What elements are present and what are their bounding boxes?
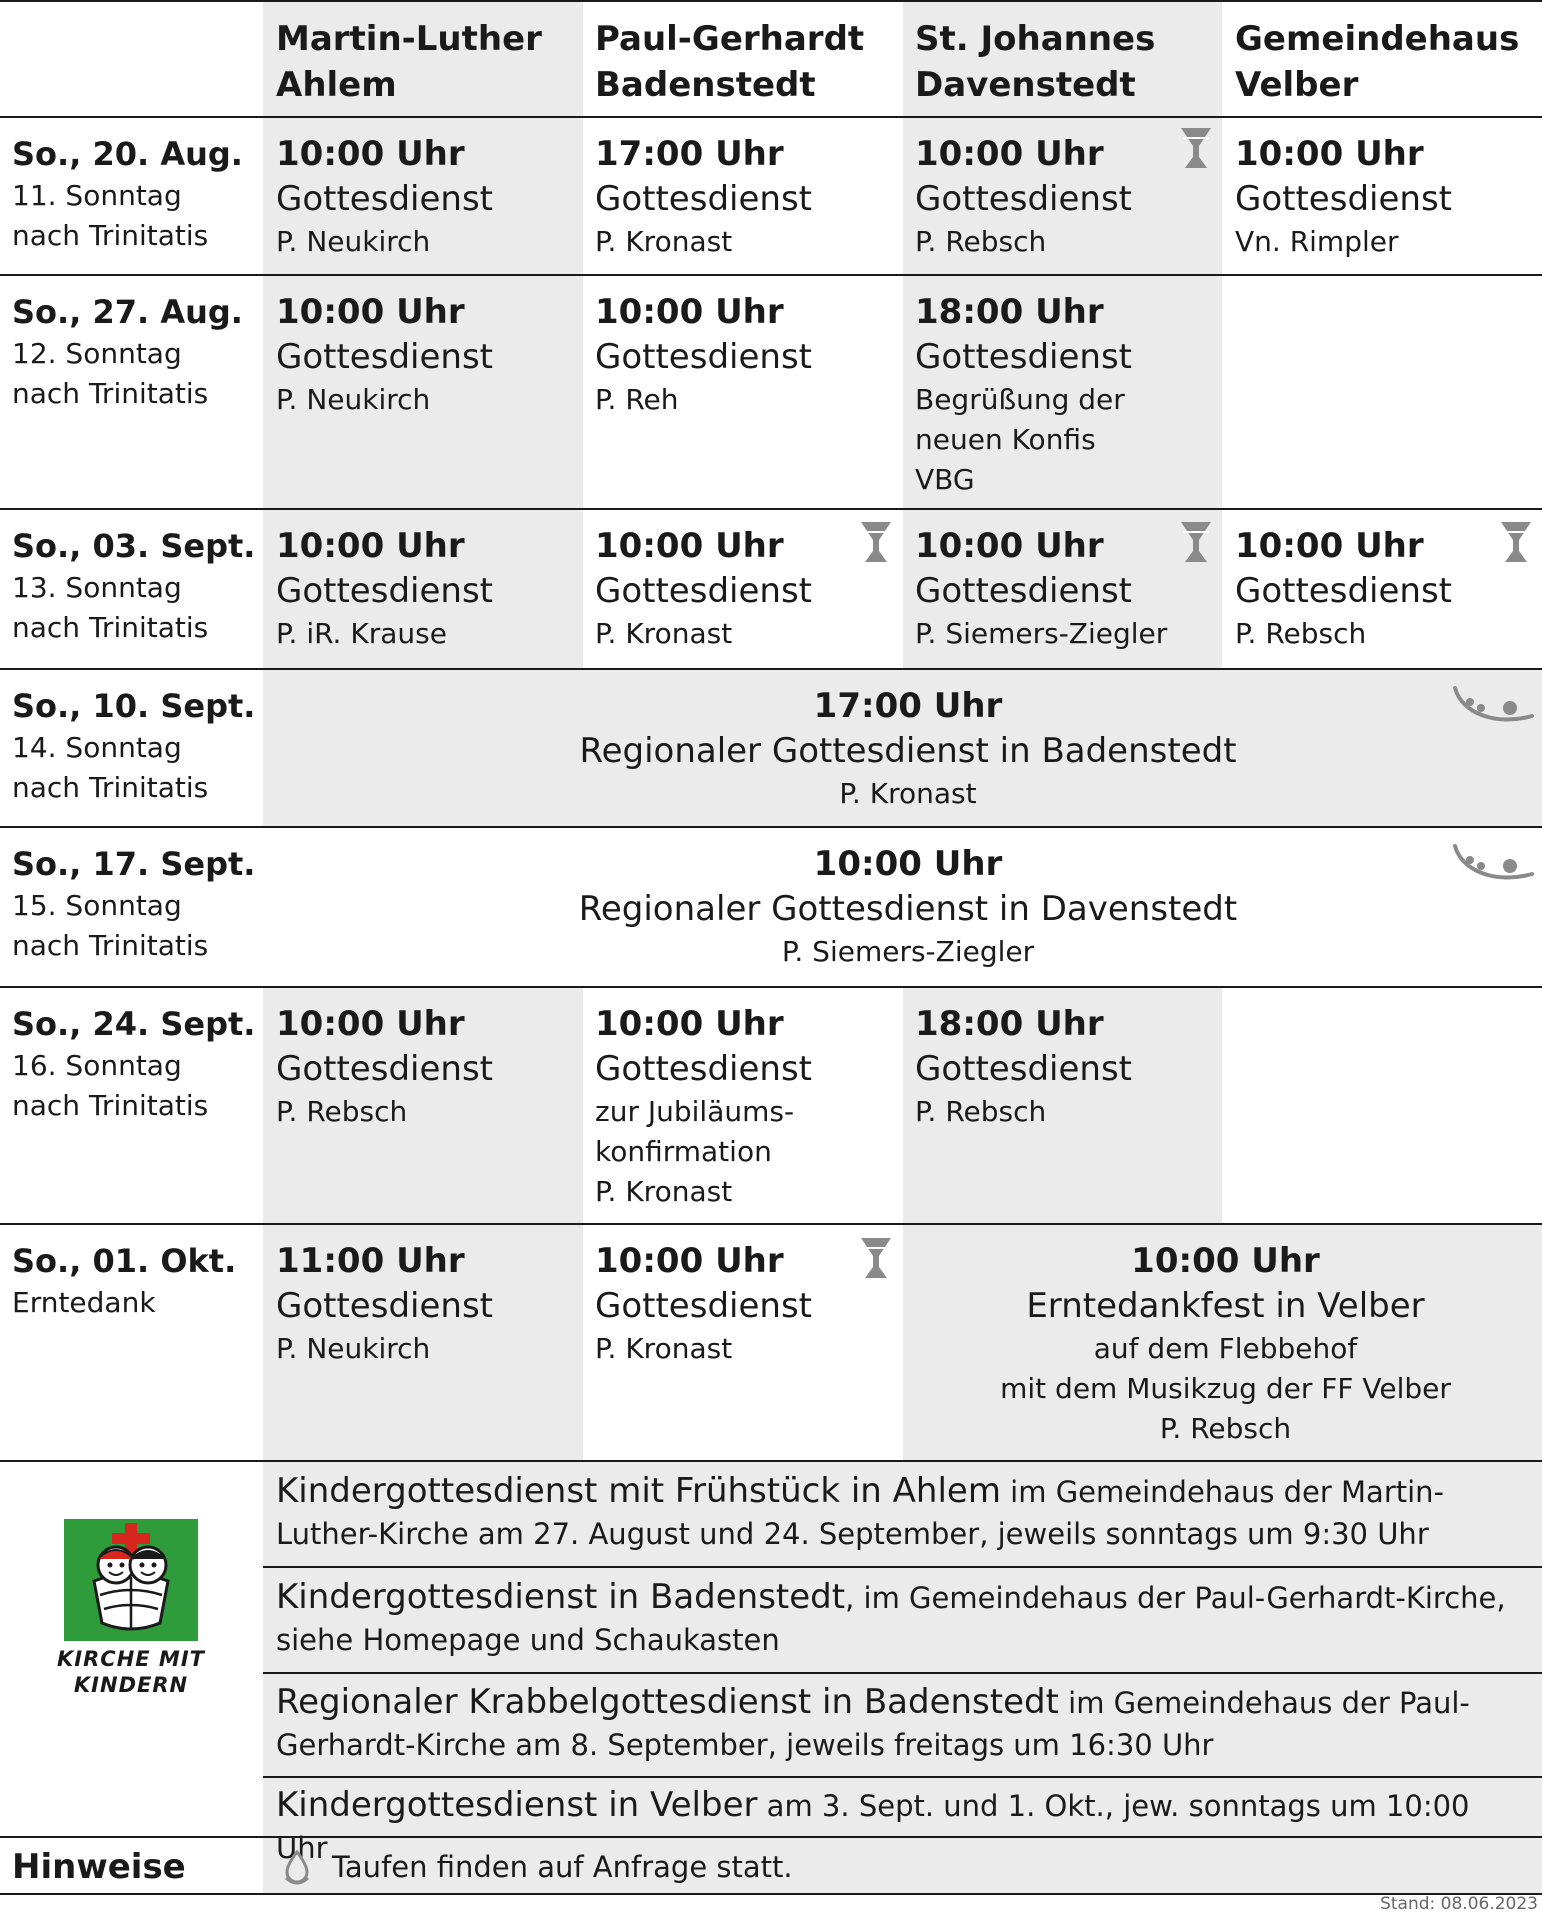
service-r1-c4: 10:00 Uhr Gottesdienst Vn. Rimpler — [1235, 134, 1452, 258]
kids-item-krabbel-badenstedt: Regionaler Krabbelgottesdienst in Badenstedt im Gemeindehaus der Paul-Gerhardt-Kirche am 8. September, jeweils freitags um 16:30 Uhr — [276, 1682, 1470, 1762]
service-r6-c1: 10:00 Uhr Gottesdienst P. Rebsch — [276, 1004, 493, 1128]
regional-icon — [1452, 684, 1534, 728]
regional-service-davenstedt: 10:00 Uhr Regionaler Gottesdienst in Davenstedt P. Siemers-Ziegler — [578, 844, 1238, 968]
service-r2-c1: 10:00 Uhr Gottesdienst P. Neukirch — [276, 292, 493, 416]
erntedankfest-velber: 10:00 Uhr Erntedankfest in Velber auf dem Flebbehof mit dem Musikzug der FF Velber P. Rebsch — [1000, 1241, 1451, 1445]
service-r3-c1: 10:00 Uhr Gottesdienst P. iR. Krause — [276, 526, 493, 650]
date-cell-2: So., 27. Aug. 12. Sonntag nach Trinitatis — [12, 293, 243, 410]
rule-row-5 — [0, 986, 1542, 988]
date-cell-6: So., 24. Sept. 16. Sonntag nach Trinitatis — [12, 1005, 256, 1122]
service-r7-c2: 10:00 Uhr Gottesdienst P. Kronast — [595, 1241, 812, 1365]
service-r2-c2: 10:00 Uhr Gottesdienst P. Reh — [595, 292, 812, 416]
kids-item-velber: Kindergottesdienst in Velber am 3. Sept. und 1. Okt., jew. sonntags um 10:00 Uhr — [276, 1785, 1470, 1865]
date-cell-7: So., 01. Okt. Erntedank — [12, 1242, 237, 1319]
stand-date: Stand: 08.06.2023 — [1380, 1894, 1538, 1914]
rule-row-6 — [0, 1223, 1542, 1225]
service-r3-c3: 10:00 Uhr Gottesdienst P. Siemers-Ziegler — [915, 526, 1168, 650]
regional-icon — [1452, 842, 1534, 886]
service-r1-c2: 17:00 Uhr Gottesdienst P. Kronast — [595, 134, 812, 258]
chalice-icon — [860, 1238, 892, 1278]
rule-kids-3 — [263, 1776, 1542, 1778]
rule-kids-1 — [263, 1566, 1542, 1568]
service-r1-c1: 10:00 Uhr Gottesdienst P. Neukirch — [276, 134, 493, 258]
date-cell-5: So., 17. Sept. 15. Sonntag nach Trinitatis — [12, 845, 256, 962]
regional-service-badenstedt: 17:00 Uhr Regionaler Gottesdienst in Badenstedt P. Kronast — [579, 686, 1237, 810]
service-r1-c3: 10:00 Uhr Gottesdienst P. Rebsch — [915, 134, 1132, 258]
date-cell-4: So., 10. Sept. 14. Sonntag nach Trinitatis — [12, 687, 256, 804]
service-r3-c2: 10:00 Uhr Gottesdienst P. Kronast — [595, 526, 812, 650]
service-r6-c3: 18:00 Uhr Gottesdienst P. Rebsch — [915, 1004, 1132, 1128]
header-st-johannes: St. Johannes Davenstedt — [915, 19, 1156, 105]
chalice-icon — [860, 522, 892, 562]
rule-row-4 — [0, 826, 1542, 828]
chalice-icon — [1180, 128, 1212, 168]
chalice-icon — [1180, 522, 1212, 562]
service-r6-c2: 10:00 Uhr Gottesdienst zur Jubiläums- konfirmation P. Kronast — [595, 1004, 812, 1208]
rule-row-3 — [0, 668, 1542, 670]
rule-row-7 — [0, 1460, 1542, 1462]
kids-item-badenstedt: Kindergottesdienst in Badenstedt, im Gemeindehaus der Paul-Gerhardt-Kirche, siehe Homepage und Schaukasten — [276, 1577, 1506, 1657]
rule-top — [0, 0, 1542, 2]
rule-bottom — [0, 1893, 1542, 1895]
service-r3-c4: 10:00 Uhr Gottesdienst P. Rebsch — [1235, 526, 1452, 650]
service-r7-c1: 11:00 Uhr Gottesdienst P. Neukirch — [276, 1241, 493, 1365]
hinweise-text: Taufen finden auf Anfrage statt. — [332, 1850, 793, 1884]
rule-header — [0, 116, 1542, 118]
rule-row-1 — [0, 274, 1542, 276]
date-cell-1: So., 20. Aug. 11. Sonntag nach Trinitatis — [12, 135, 243, 252]
rule-kids-2 — [263, 1672, 1542, 1674]
header-gemeindehaus-velber: Gemeindehaus Velber — [1235, 19, 1520, 105]
kids-item-ahlem: Kindergottesdienst mit Frühstück in Ahlem im Gemeindehaus der Martin-Luther-Kirche am 27. August und 24. September, jeweils sonntags um 9:30 Uhr — [276, 1471, 1445, 1551]
water-drop-icon — [282, 1850, 312, 1886]
kids-logo-caption: KIRCHE MIT KINDERN — [57, 1647, 205, 1697]
header-paul-gerhardt: Paul-Gerhardt Badenstedt — [595, 19, 865, 105]
service-r2-c3: 18:00 Uhr Gottesdienst Begrüßung der neuen Konfis VBG — [915, 292, 1132, 496]
chalice-icon — [1500, 522, 1532, 562]
hinweise-label: Hinweise — [12, 1847, 186, 1887]
rule-row-2 — [0, 508, 1542, 510]
date-cell-3: So., 03. Sept. 13. Sonntag nach Trinitatis — [12, 527, 256, 644]
header-martin-luther: Martin-Luther Ahlem — [276, 19, 542, 105]
kirche-mit-kindern-logo — [64, 1519, 198, 1641]
